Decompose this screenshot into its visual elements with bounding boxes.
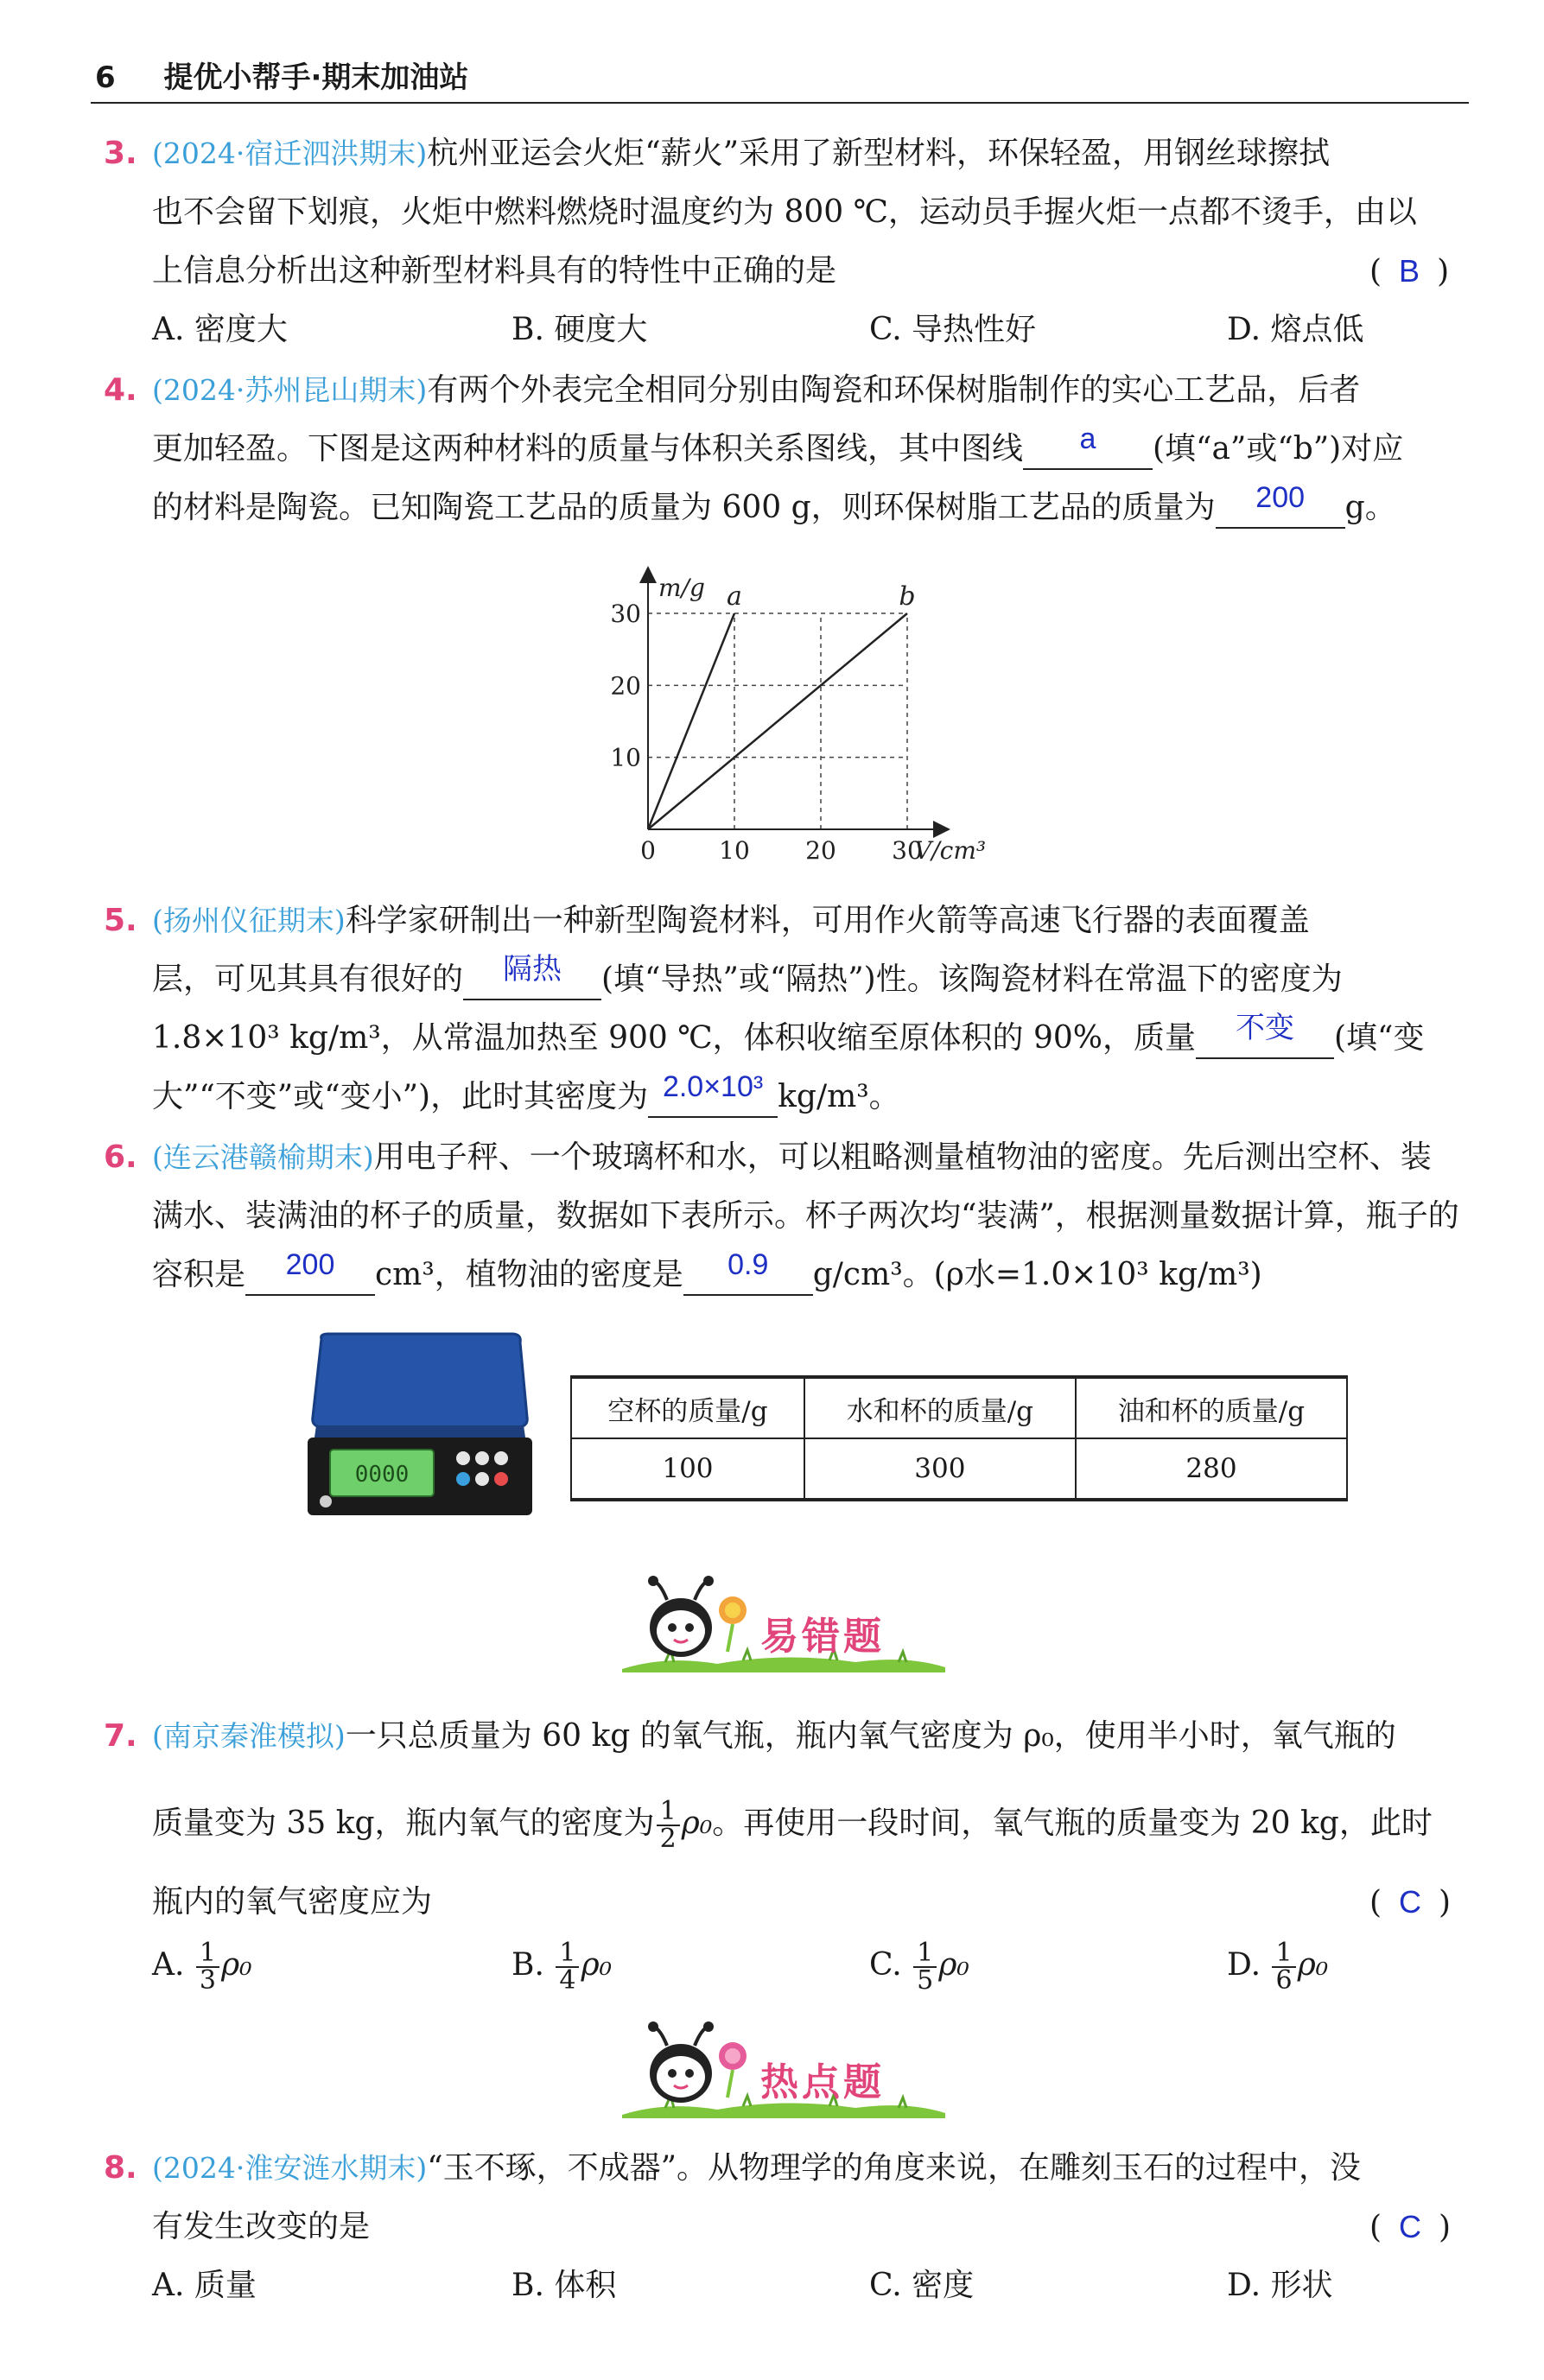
- q6-data-table: [570, 1375, 1348, 1501]
- q3-option-a: A. 密度大: [152, 312, 288, 347]
- x-tick-label: 20: [805, 836, 836, 865]
- q8-line1: [152, 2149, 1361, 2187]
- q5-blank3[interactable]: [648, 1070, 778, 1118]
- series-line-a: [648, 613, 734, 829]
- q7-option-c-rho: ρ₀: [938, 1947, 969, 1983]
- q8-option-c: C. 密度: [869, 2268, 975, 2303]
- q8-number: 8.: [104, 2150, 137, 2186]
- q7-option-b-den: 4: [559, 1965, 576, 1996]
- q5-text2b: (填“导热”或“隔热”)性。该陶瓷材料在常温下的密度为: [601, 962, 1343, 997]
- q6-line3: [152, 1248, 1262, 1296]
- q7-option-b-rho: ρ₀: [581, 1947, 613, 1983]
- scale-display: 0000: [354, 1462, 410, 1488]
- x-tick-label: 0: [640, 836, 656, 865]
- q7-frac-denominator: 2: [659, 1824, 677, 1854]
- q8-answer: C: [1399, 2209, 1422, 2244]
- q7-line1: [152, 1717, 1396, 1755]
- table-header-row: [571, 1377, 1347, 1438]
- q6-line2: 满水、装满油的杯子的质量，数据如下表所示。杯子两次均“装满”，根据测量数据计算，瓶子的: [152, 1198, 1459, 1234]
- q3-line2: 也不会留下划痕，火炬中燃料燃烧时温度约为 800 ℃，运动员手握火炬一点都不烫手，由以: [152, 194, 1417, 230]
- q7-option-c-num: 1: [913, 1940, 937, 1968]
- page-number: 6: [95, 60, 116, 95]
- q7-option-a-num: 1: [196, 1940, 219, 1968]
- q5-line1: [152, 902, 1310, 940]
- q5-text3a: 1.8×10³ kg/m³，从常温加热至 900 ℃，体积收缩至原体积的 90%，质量: [152, 1020, 1196, 1056]
- q5-blank1-answer: 隔热: [503, 953, 562, 986]
- q7-option-a-den: 3: [199, 1965, 216, 1996]
- x-axis-label: V/cm³: [914, 836, 987, 865]
- q4-blank2-answer: 200: [1255, 481, 1306, 514]
- q3-option-b: B. 硬度大: [511, 312, 648, 347]
- q3-line1: [152, 135, 1330, 173]
- q6-source: (连云港赣榆期末): [152, 1140, 374, 1174]
- q7-answer: C: [1399, 1884, 1422, 1920]
- q5-blank2[interactable]: [1196, 1012, 1334, 1059]
- q7-option-c-den: 5: [917, 1965, 934, 1996]
- q6-line1: [152, 1139, 1432, 1177]
- banner-hot-topics-title: 热点题: [760, 2060, 885, 2104]
- q7-option-d-rho: ρ₀: [1297, 1947, 1329, 1983]
- q7-option-b-num: 1: [556, 1940, 579, 1968]
- q4-text1: 有两个外表完全相同分别由陶瓷和环保树脂制作的实心工艺品，后者: [427, 372, 1361, 408]
- q8-line2: 有发生改变的是: [152, 2209, 371, 2244]
- q3-option-d: D. 熔点低: [1227, 312, 1364, 347]
- q7-rho: ρ₀: [681, 1806, 713, 1841]
- q7-text2b: 。再使用一段时间，氧气瓶的质量变为 20 kg，此时: [712, 1806, 1433, 1841]
- table-header-cell: 空杯的质量/g: [571, 1377, 804, 1438]
- y-tick-label: 10: [610, 743, 641, 772]
- q3-text1: 杭州亚运会火炬“薪火”采用了新型材料，环保轻盈，用钢丝球擦拭: [427, 136, 1331, 171]
- q5-blank1[interactable]: [463, 953, 601, 1000]
- q3-number: 3.: [104, 136, 137, 171]
- q4-source: (2024·苏州昆山期末): [152, 373, 428, 407]
- q4-blank1[interactable]: [1023, 422, 1153, 470]
- q7-option-d-num: 1: [1272, 1940, 1295, 1968]
- q3-answer-paren: ( B ): [1369, 253, 1450, 289]
- q6-text1: 用电子秤、一个玻璃杯和水，可以粗略测量植物油的密度。先后测出空杯、装: [373, 1139, 1432, 1175]
- q3-source: (2024·宿迁泗洪期末): [152, 136, 428, 170]
- table-row: [571, 1438, 1347, 1500]
- q4-text3b: g。: [1344, 490, 1396, 525]
- y-axis-label: m/g: [658, 574, 705, 602]
- q7-line3: 瓶内的氧气密度应为: [152, 1884, 433, 1920]
- q4-blank2[interactable]: [1216, 481, 1345, 529]
- q6-blank1-answer: 200: [285, 1248, 335, 1281]
- q7-option-d-den: 6: [1275, 1965, 1293, 1996]
- q5-text3b: (填“变: [1334, 1020, 1425, 1056]
- header-rule: [91, 102, 1469, 104]
- q4-text3a: 的材料是陶瓷。已知陶瓷工艺品的质量为 600 g，则环保树脂工艺品的质量为: [152, 490, 1216, 525]
- q5-text4a: 大”“不变”或“变小”)，此时其密度为: [152, 1079, 649, 1114]
- q8-option-b: B. 体积: [511, 2268, 617, 2303]
- q6-blank2-answer: 0.9: [728, 1248, 769, 1281]
- q7-option-c-label: C.: [869, 1947, 902, 1983]
- q8-option-a: A. 质量: [152, 2268, 257, 2303]
- q6-text3c: g/cm³。(ρ水=1.0×10³ kg/m³): [812, 1257, 1262, 1292]
- banner-easy-mistakes-title: 易错题: [760, 1615, 885, 1659]
- mass-volume-chart: [588, 553, 1037, 873]
- banner-easy-mistakes: [613, 1572, 950, 1676]
- q3-line3: 上信息分析出这种新型材料具有的特性中正确的是: [152, 253, 837, 289]
- table-cell: 300: [804, 1438, 1076, 1500]
- q7-fraction: [657, 1796, 680, 1854]
- q4-number: 4.: [104, 372, 137, 408]
- series-label-b: b: [899, 581, 916, 612]
- q4-text2a: 更加轻盈。下图是这两种材料的质量与体积关系图线，其中图线: [152, 431, 1024, 466]
- q7-option-a-rho: ρ₀: [221, 1947, 252, 1983]
- q4-text2b: (填“a”或“b”)对应: [1153, 431, 1404, 466]
- y-tick-label: 20: [610, 671, 641, 701]
- q5-blank2-answer: 不变: [1236, 1012, 1294, 1044]
- q5-line2: [152, 953, 1343, 1000]
- q7-number: 7.: [104, 1718, 137, 1754]
- x-tick-label: 10: [719, 836, 750, 865]
- table-cell: 280: [1076, 1438, 1347, 1500]
- q7-line2: [152, 1793, 1433, 1854]
- table-header-cell: 水和杯的质量/g: [804, 1377, 1076, 1438]
- q5-text4b: kg/m³。: [778, 1079, 900, 1114]
- q5-line3: [152, 1012, 1425, 1059]
- q7-option-b: [511, 1935, 612, 1996]
- q5-number: 5.: [104, 903, 137, 938]
- q4-line2: [152, 422, 1404, 470]
- q3-option-c: C. 导热性好: [869, 312, 1037, 347]
- q7-option-d-label: D.: [1227, 1947, 1261, 1983]
- q4-line1: [152, 371, 1360, 409]
- q5-source: (扬州仪征期末): [152, 904, 346, 937]
- q7-option-a: [152, 1935, 252, 1996]
- q5-text1: 科学家研制出一种新型陶瓷材料，可用作火箭等高速飞行器的表面覆盖: [345, 903, 1310, 938]
- q5-text2a: 层，可见其具有很好的: [152, 962, 464, 997]
- banner-hot-topics: [613, 2018, 950, 2122]
- q4-blank1-answer: a: [1079, 422, 1096, 455]
- series-label-a: a: [727, 581, 742, 612]
- q7-answer-paren: ( C ): [1369, 1884, 1452, 1920]
- q7-text1: 一只总质量为 60 kg 的氧气瓶，瓶内氧气密度为 ρ₀，使用半小时，氧气瓶的: [345, 1718, 1396, 1754]
- q7-source: (南京秦淮模拟): [152, 1719, 346, 1753]
- page-header: [95, 54, 468, 96]
- y-tick-label: 30: [610, 600, 641, 628]
- table-cell: 100: [571, 1438, 804, 1500]
- q5-line4: [152, 1070, 900, 1118]
- q8-option-d: D. 形状: [1227, 2268, 1333, 2303]
- table-header-cell: 油和杯的质量/g: [1076, 1377, 1347, 1438]
- q8-text1: “玉不琢，不成器”。从物理学的角度来说，在雕刻玉石的过程中，没: [427, 2150, 1362, 2186]
- q6-text3a: 容积是: [152, 1257, 246, 1292]
- q6-text3b: cm³，植物油的密度是: [375, 1257, 683, 1292]
- q7-option-d: [1227, 1935, 1328, 1996]
- q7-option-b-label: B.: [511, 1947, 544, 1983]
- x-tick-label: 30: [892, 836, 923, 865]
- q6-blank2[interactable]: [683, 1248, 813, 1296]
- q5-blank3-answer: 2.0×10³: [662, 1070, 764, 1103]
- q3-answer: B: [1399, 253, 1420, 289]
- q4-line3: [152, 481, 1396, 529]
- q7-frac-numerator: 1: [657, 1799, 680, 1826]
- q7-option-a-label: A.: [152, 1947, 185, 1983]
- electronic-scale-image: [304, 1330, 536, 1519]
- q7-text2a: 质量变为 35 kg，瓶内氧气的密度为: [152, 1806, 655, 1841]
- q6-blank1[interactable]: [245, 1248, 375, 1296]
- q7-option-c: [869, 1935, 969, 1996]
- q6-number: 6.: [104, 1139, 137, 1175]
- q8-source: (2024·淮安涟水期末): [152, 2151, 428, 2185]
- header-title: 提优小帮手·期末加油站: [163, 60, 469, 95]
- series-line-b: [648, 613, 907, 829]
- q8-answer-paren: ( C ): [1369, 2209, 1452, 2245]
